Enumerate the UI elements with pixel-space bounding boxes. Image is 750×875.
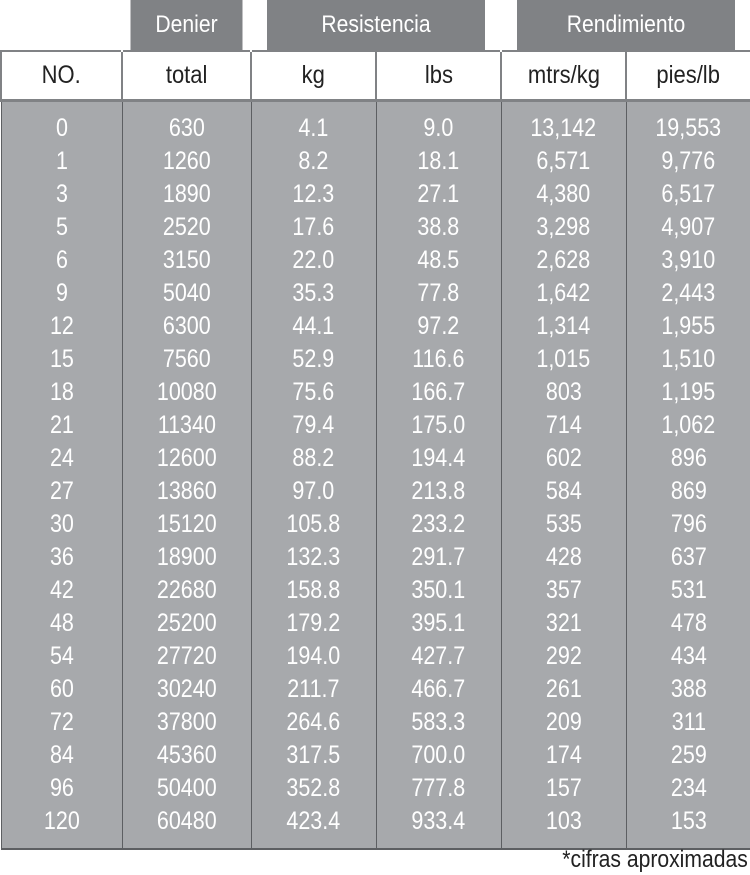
cell-pies-lb: 259 <box>626 739 750 772</box>
table-row <box>1 343 750 376</box>
cell-pies-lb: 1,195 <box>626 376 750 409</box>
group-header-blank <box>8 0 114 51</box>
cell-no: 24 <box>1 442 122 475</box>
cell-kg: 8.2 <box>251 145 376 178</box>
cell-mtrs-kg: 4,380 <box>501 178 626 211</box>
table-row <box>1 607 750 640</box>
cell-no: 42 <box>1 574 122 607</box>
cell-kg: 4.1 <box>251 101 376 146</box>
unit-header-row <box>1 51 750 101</box>
table-row <box>1 475 750 508</box>
table-row <box>1 178 750 211</box>
cell-no: 21 <box>1 409 122 442</box>
cell-denier-total: 13860 <box>122 475 251 508</box>
cell-lbs: 194.4 <box>376 442 501 475</box>
cell-denier-total: 6300 <box>122 310 251 343</box>
cell-pies-lb: 1,955 <box>626 310 750 343</box>
table-row <box>1 101 750 146</box>
cell-kg: 317.5 <box>251 739 376 772</box>
cell-kg: 35.3 <box>251 277 376 310</box>
cell-mtrs-kg: 428 <box>501 541 626 574</box>
table-row <box>1 739 750 772</box>
cell-lbs: 291.7 <box>376 541 501 574</box>
cell-lbs: 466.7 <box>376 673 501 706</box>
cell-lbs: 350.1 <box>376 574 501 607</box>
cell-lbs: 213.8 <box>376 475 501 508</box>
cell-no: 30 <box>1 508 122 541</box>
cell-kg: 97.0 <box>251 475 376 508</box>
cell-denier-total: 30240 <box>122 673 251 706</box>
cell-mtrs-kg: 357 <box>501 574 626 607</box>
cell-pies-lb: 19,553 <box>626 101 750 146</box>
cell-mtrs-kg: 3,298 <box>501 211 626 244</box>
cell-denier-total: 27720 <box>122 640 251 673</box>
cell-kg: 12.3 <box>251 178 376 211</box>
table-row <box>1 277 750 310</box>
cell-pies-lb: 896 <box>626 442 750 475</box>
cell-mtrs-kg: 714 <box>501 409 626 442</box>
cell-denier-total: 22680 <box>122 574 251 607</box>
cell-mtrs-kg: 535 <box>501 508 626 541</box>
table-row <box>1 376 750 409</box>
cell-pies-lb: 311 <box>626 706 750 739</box>
cell-lbs: 9.0 <box>376 101 501 146</box>
table-row <box>1 574 750 607</box>
cell-kg: 158.8 <box>251 574 376 607</box>
table-row <box>1 310 750 343</box>
cell-kg: 179.2 <box>251 607 376 640</box>
group-header-denier: Denier <box>130 0 244 51</box>
cell-denier-total: 5040 <box>122 277 251 310</box>
cell-pies-lb: 637 <box>626 541 750 574</box>
cell-lbs: 77.8 <box>376 277 501 310</box>
cell-pies-lb: 6,517 <box>626 178 750 211</box>
cell-mtrs-kg: 292 <box>501 640 626 673</box>
cell-denier-total: 37800 <box>122 706 251 739</box>
cell-pies-lb: 434 <box>626 640 750 673</box>
cell-lbs: 700.0 <box>376 739 501 772</box>
cell-denier-total: 18900 <box>122 541 251 574</box>
cell-kg: 132.3 <box>251 541 376 574</box>
cell-pies-lb: 4,907 <box>626 211 750 244</box>
cell-denier-total: 1890 <box>122 178 251 211</box>
cell-mtrs-kg: 157 <box>501 772 626 805</box>
table-row <box>1 805 750 849</box>
cell-kg: 52.9 <box>251 343 376 376</box>
cell-no: 3 <box>1 178 122 211</box>
cell-kg: 264.6 <box>251 706 376 739</box>
cell-no: 15 <box>1 343 122 376</box>
cell-denier-total: 60480 <box>122 805 251 849</box>
cell-mtrs-kg: 2,628 <box>501 244 626 277</box>
cell-no: 12 <box>1 310 122 343</box>
column-header-total: total <box>122 51 251 101</box>
cell-denier-total: 2520 <box>122 211 251 244</box>
cell-denier-total: 50400 <box>122 772 251 805</box>
cell-mtrs-kg: 321 <box>501 607 626 640</box>
cell-no: 5 <box>1 211 122 244</box>
cell-lbs: 18.1 <box>376 145 501 178</box>
cell-lbs: 233.2 <box>376 508 501 541</box>
cell-pies-lb: 869 <box>626 475 750 508</box>
cell-no: 36 <box>1 541 122 574</box>
cell-lbs: 27.1 <box>376 178 501 211</box>
cell-kg: 75.6 <box>251 376 376 409</box>
cell-denier-total: 7560 <box>122 343 251 376</box>
table-row <box>1 640 750 673</box>
table-row <box>1 244 750 277</box>
cell-mtrs-kg: 1,015 <box>501 343 626 376</box>
table-row <box>1 541 750 574</box>
cell-kg: 352.8 <box>251 772 376 805</box>
cell-denier-total: 10080 <box>122 376 251 409</box>
cell-kg: 79.4 <box>251 409 376 442</box>
cell-mtrs-kg: 261 <box>501 673 626 706</box>
cell-lbs: 116.6 <box>376 343 501 376</box>
cell-pies-lb: 796 <box>626 508 750 541</box>
cell-pies-lb: 531 <box>626 574 750 607</box>
cell-denier-total: 12600 <box>122 442 251 475</box>
column-header-pies-lb: pies/lb <box>626 51 750 101</box>
cell-no: 0 <box>1 101 122 146</box>
cell-lbs: 583.3 <box>376 706 501 739</box>
cell-mtrs-kg: 13,142 <box>501 101 626 146</box>
cell-denier-total: 15120 <box>122 508 251 541</box>
cell-denier-total: 11340 <box>122 409 251 442</box>
table-row <box>1 673 750 706</box>
cell-pies-lb: 1,062 <box>626 409 750 442</box>
cell-no: 54 <box>1 640 122 673</box>
cell-denier-total: 45360 <box>122 739 251 772</box>
cell-mtrs-kg: 1,642 <box>501 277 626 310</box>
cell-no: 27 <box>1 475 122 508</box>
cell-no: 9 <box>1 277 122 310</box>
table-row <box>1 145 750 178</box>
group-header-row <box>1 0 750 51</box>
cell-pies-lb: 2,443 <box>626 277 750 310</box>
column-header-lbs: lbs <box>376 51 501 101</box>
cell-no: 48 <box>1 607 122 640</box>
cell-pies-lb: 1,510 <box>626 343 750 376</box>
cell-pies-lb: 3,910 <box>626 244 750 277</box>
cell-lbs: 48.5 <box>376 244 501 277</box>
cell-mtrs-kg: 6,571 <box>501 145 626 178</box>
cell-kg: 17.6 <box>251 211 376 244</box>
table-row <box>1 442 750 475</box>
group-header-resistencia: Resistencia <box>266 0 486 51</box>
cell-kg: 423.4 <box>251 805 376 849</box>
group-header-rendimiento: Rendimiento <box>516 0 736 51</box>
cell-no: 96 <box>1 772 122 805</box>
column-header-mtrs-kg: mtrs/kg <box>501 51 626 101</box>
footnote: *cifras aproximadas <box>562 846 748 873</box>
cell-lbs: 38.8 <box>376 211 501 244</box>
cell-lbs: 166.7 <box>376 376 501 409</box>
table-row <box>1 772 750 805</box>
cell-mtrs-kg: 209 <box>501 706 626 739</box>
cell-pies-lb: 234 <box>626 772 750 805</box>
cell-mtrs-kg: 602 <box>501 442 626 475</box>
cell-kg: 211.7 <box>251 673 376 706</box>
cell-pies-lb: 153 <box>626 805 750 849</box>
cell-denier-total: 1260 <box>122 145 251 178</box>
cell-lbs: 427.7 <box>376 640 501 673</box>
cell-no: 60 <box>1 673 122 706</box>
cell-no: 18 <box>1 376 122 409</box>
cell-lbs: 933.4 <box>376 805 501 849</box>
cell-lbs: 777.8 <box>376 772 501 805</box>
cell-no: 84 <box>1 739 122 772</box>
cell-lbs: 395.1 <box>376 607 501 640</box>
table-row <box>1 706 750 739</box>
cell-no: 6 <box>1 244 122 277</box>
column-header-kg: kg <box>251 51 376 101</box>
cell-mtrs-kg: 174 <box>501 739 626 772</box>
cell-kg: 22.0 <box>251 244 376 277</box>
cell-pies-lb: 478 <box>626 607 750 640</box>
cell-denier-total: 630 <box>122 101 251 146</box>
table-row <box>1 409 750 442</box>
cell-kg: 88.2 <box>251 442 376 475</box>
cell-no: 72 <box>1 706 122 739</box>
cell-mtrs-kg: 1,314 <box>501 310 626 343</box>
table-body <box>1 101 750 850</box>
column-header-no: NO. <box>1 51 122 101</box>
cell-denier-total: 25200 <box>122 607 251 640</box>
cell-pies-lb: 9,776 <box>626 145 750 178</box>
table-row <box>1 211 750 244</box>
cell-no: 120 <box>1 805 122 849</box>
cell-mtrs-kg: 584 <box>501 475 626 508</box>
cell-pies-lb: 388 <box>626 673 750 706</box>
cell-denier-total: 3150 <box>122 244 251 277</box>
cell-mtrs-kg: 803 <box>501 376 626 409</box>
cell-lbs: 175.0 <box>376 409 501 442</box>
table-row <box>1 508 750 541</box>
cell-kg: 194.0 <box>251 640 376 673</box>
cell-no: 1 <box>1 145 122 178</box>
cell-lbs: 97.2 <box>376 310 501 343</box>
cell-kg: 44.1 <box>251 310 376 343</box>
cell-kg: 105.8 <box>251 508 376 541</box>
cell-mtrs-kg: 103 <box>501 805 626 849</box>
